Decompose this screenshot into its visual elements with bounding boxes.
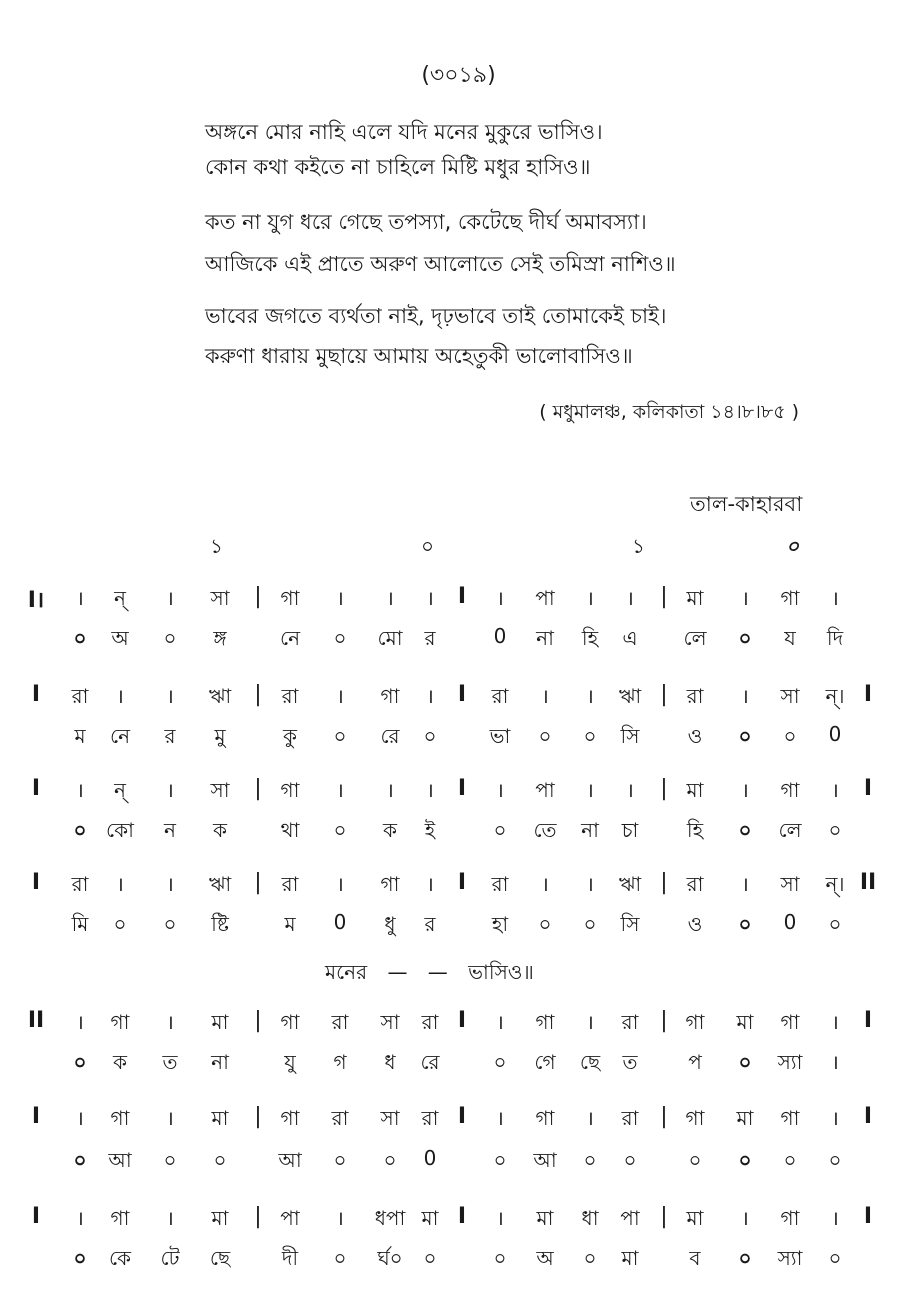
beat-marker: ১ [632, 534, 645, 558]
swara-note: সা [780, 684, 800, 708]
swara-note: । [541, 872, 549, 896]
lyric-syllable: ০ [783, 1148, 797, 1172]
swara-note: মা [736, 1010, 754, 1034]
lyric-syllable: ই [424, 818, 436, 842]
swara-note: গা [685, 1010, 705, 1034]
swara-note: । [586, 684, 594, 708]
swara-note: গা [780, 1106, 800, 1130]
swara-note: । [496, 1106, 504, 1130]
barline: | [254, 682, 262, 707]
swara-note: ন্। [825, 872, 845, 896]
lyric-syllable: র [164, 724, 176, 748]
lyric-syllable: র্ঘ০ [377, 1246, 403, 1270]
lyric-syllable: ০ [828, 912, 842, 936]
lyric-syllable: রে [380, 724, 400, 748]
swara-note: গা [380, 872, 400, 896]
lyric-syllable: ০ [493, 1050, 507, 1074]
lyric-syllable: না [581, 818, 599, 842]
lyric-syllable: কু [283, 724, 297, 748]
swara-note: গা [535, 1010, 555, 1034]
lyric-syllable: ০ [828, 818, 842, 842]
lyric-syllable: ০ [73, 1050, 87, 1074]
barline: | [660, 682, 668, 707]
swara-note: । [166, 778, 174, 802]
swara-note: গা [780, 1010, 800, 1034]
barline: II [27, 1008, 45, 1033]
swaralipi-row [0, 1008, 917, 1048]
lyric-syllable: প [688, 1050, 702, 1074]
swara-note: । [586, 872, 594, 896]
swara-note: । [741, 872, 749, 896]
barline: I [863, 776, 873, 801]
barline: I। [27, 588, 45, 613]
lyric-syllable: মো [377, 626, 403, 650]
lyric-syllable: ০ [73, 818, 87, 842]
lyric-syllable: ও [687, 912, 703, 936]
swara-note: গা [780, 1206, 800, 1230]
lyric-syllable: ত [622, 1050, 638, 1074]
barline: | [660, 776, 668, 801]
swara-note: রা [491, 872, 509, 896]
lyric-syllable: ০ [738, 818, 752, 842]
swara-note: । [831, 1010, 839, 1034]
barline: I [457, 1104, 467, 1129]
swara-note: রা [281, 684, 299, 708]
lyric-syllable: ০ [583, 1148, 597, 1172]
lyric-line: আজিকে এই প্রাতে অরুণ আলোতে সেই তমিস্রা নাশিও॥ [205, 252, 676, 276]
lyric-syllable: মু [214, 724, 226, 748]
lyric-syllable: কো [106, 818, 134, 842]
lyric-syllable: ০ [73, 626, 87, 650]
barline: I [863, 1204, 873, 1229]
lyric-syllable: ছে [209, 1246, 231, 1270]
lyric-syllable: না [536, 626, 554, 650]
barline: | [660, 870, 668, 895]
taal-label: তাল-কাহারবা [690, 492, 803, 516]
swara-note: । [336, 684, 344, 708]
swara-note: গা [280, 1010, 300, 1034]
beat-marker: ০ [786, 534, 800, 558]
swara-note: । [586, 1106, 594, 1130]
barline: I [457, 776, 467, 801]
lyric-syllable: ও [687, 724, 703, 748]
lyric-syllable: তে [533, 818, 557, 842]
barline: I [457, 870, 467, 895]
lyric-syllable: এ [622, 626, 638, 650]
swara-note: । [426, 872, 434, 896]
barline: II [859, 870, 877, 895]
swara-note: সা [210, 778, 230, 802]
swara-note: মা [686, 1206, 704, 1230]
lyric-syllable: যু [284, 1050, 296, 1074]
swaralipi-row [0, 584, 917, 624]
swara-note: । [76, 778, 84, 802]
barline: | [660, 1104, 668, 1129]
lyric-syllable: চা [621, 818, 639, 842]
swara-note: । [426, 586, 434, 610]
swara-note: গা [110, 1106, 130, 1130]
barline: I [31, 682, 41, 707]
lyric-syllable: 0 [493, 624, 507, 648]
lyric-syllable: ০ [493, 1148, 507, 1172]
lyric-syllable: আ [278, 1148, 302, 1172]
lyric-syllable: ০ [423, 1246, 437, 1270]
swara-note: । [741, 586, 749, 610]
lyric-syllable: ০ [738, 724, 752, 748]
beat-marker: ১ [210, 534, 223, 558]
lyric-line: অঙ্গনে মোর নাহি এলে যদি মনের মুকুরে ভাসিও। [205, 120, 603, 144]
lyric-syllable: ০ [738, 1148, 752, 1172]
lyric-syllable: ০ [73, 1148, 87, 1172]
swara-note: ঋা [208, 684, 232, 708]
swara-note: পা [280, 1206, 300, 1230]
lyric-syllable: ০ [423, 724, 437, 748]
swara-note: । [166, 684, 174, 708]
swara-note: রা [331, 1106, 349, 1130]
swara-note: রা [491, 684, 509, 708]
swara-note: । [426, 778, 434, 802]
lyric-syllable: হা [491, 912, 509, 936]
swara-note: সা [780, 872, 800, 896]
swara-note: । [336, 586, 344, 610]
swara-note: । [76, 1010, 84, 1034]
lyric-syllable: ০ [113, 912, 127, 936]
lyric-line: কোন কথা কইতে না চাহিলে মিষ্টি মধুর হাসিও॥ [205, 155, 591, 179]
lyric-syllable: হি [581, 626, 599, 650]
lyric-syllable: ব [689, 1246, 701, 1270]
swara-note: । [831, 1206, 839, 1230]
lyric-syllable: র [424, 626, 436, 650]
swara-note: । [626, 778, 634, 802]
swara-note: । [741, 778, 749, 802]
swara-note: পা [620, 1206, 640, 1230]
lyric-syllable: লে [683, 626, 707, 650]
swara-note: ন্। [825, 684, 845, 708]
lyric-syllable: ০ [623, 1148, 637, 1172]
swara-note: গা [685, 1106, 705, 1130]
swara-note: । [116, 684, 124, 708]
swaralipi-row [0, 1204, 917, 1244]
swara-note: । [166, 872, 174, 896]
lyric-syllable: ০ [383, 1148, 397, 1172]
lyric-syllable: ভা [489, 724, 511, 748]
lyric-syllable: ম [74, 724, 86, 748]
barline: | [660, 1204, 668, 1229]
barline: | [254, 1008, 262, 1033]
lyric-syllable: গে [534, 1050, 556, 1074]
swara-note: রা [421, 1106, 439, 1130]
lyric-syllable: স্যা [777, 1246, 803, 1270]
swaralipi-row [0, 682, 917, 722]
swara-note: ধপা [374, 1206, 406, 1230]
swara-note: মা [686, 586, 704, 610]
swara-note: । [386, 778, 394, 802]
swara-note: সা [380, 1010, 400, 1034]
swara-note: সা [210, 586, 230, 610]
lyric-syllable: দি [826, 626, 844, 650]
lyric-syllable: ০ [583, 912, 597, 936]
swaralipi-row [0, 776, 917, 816]
swara-note: মা [211, 1206, 229, 1230]
swara-note: । [76, 1106, 84, 1130]
barline: I [31, 1204, 41, 1229]
lyric-syllable-row [0, 1244, 917, 1284]
barline: | [254, 1104, 262, 1129]
lyric-syllable: র [424, 912, 436, 936]
barline: I [457, 1008, 467, 1033]
barline: | [660, 584, 668, 609]
swara-note: । [116, 872, 124, 896]
barline: I [863, 1104, 873, 1129]
swara-note: মা [686, 778, 704, 802]
lyric-syllable: য [784, 626, 796, 650]
barline: I [457, 1204, 467, 1229]
lyric-syllable-row [0, 910, 917, 950]
lyric-syllable: । [831, 1050, 839, 1074]
swara-note: । [831, 586, 839, 610]
swara-note: । [336, 872, 344, 896]
lyric-syllable: সি [620, 724, 640, 748]
swara-note: রা [281, 872, 299, 896]
lyric-syllable: ০ [163, 912, 177, 936]
swara-note: । [76, 1206, 84, 1230]
swara-note: । [831, 778, 839, 802]
lyric-syllable: ধ [384, 1050, 396, 1074]
swara-note: । [741, 684, 749, 708]
lyric-syllable: ০ [583, 1246, 597, 1270]
swara-note: । [496, 1206, 504, 1230]
lyric-syllable: মা [621, 1246, 639, 1270]
lyric-syllable: স্যা [777, 1050, 803, 1074]
refrain-text: মনের — — ভাসিও॥ [325, 960, 534, 984]
swara-note: ন্ [114, 778, 126, 802]
lyric-syllable: ন [164, 818, 176, 842]
lyric-syllable: ক [213, 818, 227, 842]
swaralipi-row [0, 870, 917, 910]
swara-note: ঋা [618, 684, 642, 708]
lyric-syllable: ০ [828, 1246, 842, 1270]
lyric-syllable: দী [281, 1246, 299, 1270]
swara-note: । [166, 1106, 174, 1130]
swara-note: ধা [581, 1206, 599, 1230]
lyric-syllable: ০ [493, 1246, 507, 1270]
lyric-syllable: ০ [333, 626, 347, 650]
swara-note: গা [110, 1206, 130, 1230]
swara-note: । [831, 1106, 839, 1130]
lyric-syllable: লে [778, 818, 802, 842]
lyric-syllable-row [0, 816, 917, 856]
swara-note: । [496, 1010, 504, 1034]
lyric-syllable: ০ [538, 724, 552, 748]
swara-note: ঋা [208, 872, 232, 896]
swara-note: রা [421, 1010, 439, 1034]
barline: I [863, 1008, 873, 1033]
source-note: ( মধুমালঞ্চ, কলিকাতা ১৪।৮।৮৫ ) [539, 401, 799, 423]
swara-note: রা [686, 872, 704, 896]
lyric-syllable: ০ [213, 1148, 227, 1172]
lyric-syllable: ০ [538, 912, 552, 936]
barline: | [660, 1008, 668, 1033]
lyric-syllable: 0 [828, 722, 842, 746]
lyric-line: করুণা ধারায় মুছায়ে আমায় অহেতুকী ভালোবাসিও॥ [205, 344, 633, 368]
lyric-line: ভাবের জগতে ব্যর্থতা নাই, দৃঢ়ভাবে তাই তোমাকেই চাই। [205, 304, 667, 328]
lyric-syllable: থা [280, 818, 300, 842]
lyric-syllable: আ [108, 1148, 132, 1172]
beat-marker: ০ [421, 534, 435, 558]
swara-note: । [586, 778, 594, 802]
page-number: (৩০১৯) [421, 63, 496, 88]
lyric-syllable: রে [420, 1050, 440, 1074]
lyric-syllable: ০ [828, 1148, 842, 1172]
swara-note: । [166, 586, 174, 610]
lyric-syllable: 0 [423, 1146, 437, 1170]
swara-note: । [541, 684, 549, 708]
lyric-syllable: ০ [583, 724, 597, 748]
lyric-syllable: গ [333, 1050, 347, 1074]
swara-note: রা [686, 684, 704, 708]
swara-note: । [166, 1206, 174, 1230]
swara-note: । [626, 586, 634, 610]
swara-note: রা [621, 1010, 639, 1034]
lyric-syllable: মি [71, 912, 89, 936]
swara-note: । [336, 1206, 344, 1230]
swara-note: রা [71, 684, 89, 708]
lyric-syllable: ০ [493, 818, 507, 842]
lyric-syllable: নে [279, 626, 301, 650]
swara-note: গা [380, 684, 400, 708]
swara-note: । [496, 778, 504, 802]
lyric-syllable-row [0, 624, 917, 664]
lyric-syllable: ০ [333, 724, 347, 748]
swara-note: গা [780, 586, 800, 610]
lyric-syllable: ০ [333, 1246, 347, 1270]
swara-note: পা [535, 778, 555, 802]
swara-note: । [426, 684, 434, 708]
swara-note: গা [110, 1010, 130, 1034]
lyric-syllable: হি [686, 818, 704, 842]
lyric-syllable: সি [620, 912, 640, 936]
lyric-syllable: টে [160, 1246, 180, 1270]
lyric-syllable: ০ [738, 1050, 752, 1074]
lyric-syllable: ০ [738, 1246, 752, 1270]
swara-note: গা [535, 1106, 555, 1130]
lyric-syllable: ০ [333, 818, 347, 842]
swara-note: রা [621, 1106, 639, 1130]
swara-note: মা [211, 1010, 229, 1034]
lyric-syllable: ক [113, 1050, 127, 1074]
barline: I [457, 584, 467, 609]
swara-note: । [166, 1010, 174, 1034]
swara-note: গা [280, 778, 300, 802]
barline: | [254, 1204, 262, 1229]
lyric-syllable: ষ্টি [211, 912, 229, 936]
swara-note: । [586, 1010, 594, 1034]
swara-note: মা [421, 1206, 439, 1230]
lyric-syllable: নে [109, 724, 131, 748]
swara-note: গা [280, 1106, 300, 1130]
lyric-line: কত না যুগ ধরে গেছে তপস্যা, কেটেছে দীর্ঘ অমাবস্যা। [205, 210, 647, 234]
barline: I [31, 776, 41, 801]
swara-note: মা [736, 1106, 754, 1130]
lyric-syllable: ০ [738, 626, 752, 650]
lyric-syllable-row [0, 1048, 917, 1088]
barline: | [254, 584, 262, 609]
lyric-syllable: ঙ্গ [213, 626, 227, 650]
lyric-syllable: ম [284, 912, 296, 936]
lyric-syllable: ত [162, 1050, 178, 1074]
lyric-syllable: আ [533, 1148, 557, 1172]
lyric-syllable: ছে [579, 1050, 601, 1074]
lyric-syllable: ক [383, 818, 397, 842]
swara-note: রা [71, 872, 89, 896]
swara-note: । [586, 586, 594, 610]
barline: | [254, 870, 262, 895]
lyric-syllable: ০ [73, 1246, 87, 1270]
swara-note: । [336, 778, 344, 802]
swara-note: । [386, 586, 394, 610]
lyric-syllable-row [0, 722, 917, 762]
swara-note: গা [280, 586, 300, 610]
barline: I [31, 870, 41, 895]
lyric-syllable: ০ [163, 1148, 177, 1172]
barline: I [863, 682, 873, 707]
lyric-syllable: ০ [333, 1148, 347, 1172]
swara-note: । [496, 586, 504, 610]
swara-note: পা [535, 586, 555, 610]
barline: I [31, 1104, 41, 1129]
swara-note: রা [331, 1010, 349, 1034]
lyric-syllable: অ [111, 626, 129, 650]
lyric-syllable: 0 [333, 910, 347, 934]
swara-note: । [741, 1206, 749, 1230]
swara-note: । [76, 586, 84, 610]
lyric-syllable: না [211, 1050, 229, 1074]
swaralipi-row [0, 1104, 917, 1144]
lyric-syllable: 0 [783, 910, 797, 934]
barline: I [457, 682, 467, 707]
swara-note: গা [780, 778, 800, 802]
barline: | [254, 776, 262, 801]
lyric-syllable-row [0, 1146, 917, 1186]
lyric-syllable: ০ [738, 912, 752, 936]
lyric-syllable: ০ [163, 626, 177, 650]
swara-note: মা [211, 1106, 229, 1130]
lyric-syllable: অ [536, 1246, 554, 1270]
lyric-syllable: ধু [384, 912, 396, 936]
swara-note: ঋা [618, 872, 642, 896]
swara-note: মা [536, 1206, 554, 1230]
lyric-syllable: ০ [688, 1148, 702, 1172]
swara-note: ন্ [114, 586, 126, 610]
lyric-syllable: ০ [783, 724, 797, 748]
swara-note: সা [380, 1106, 400, 1130]
lyric-syllable: কে [108, 1246, 132, 1270]
